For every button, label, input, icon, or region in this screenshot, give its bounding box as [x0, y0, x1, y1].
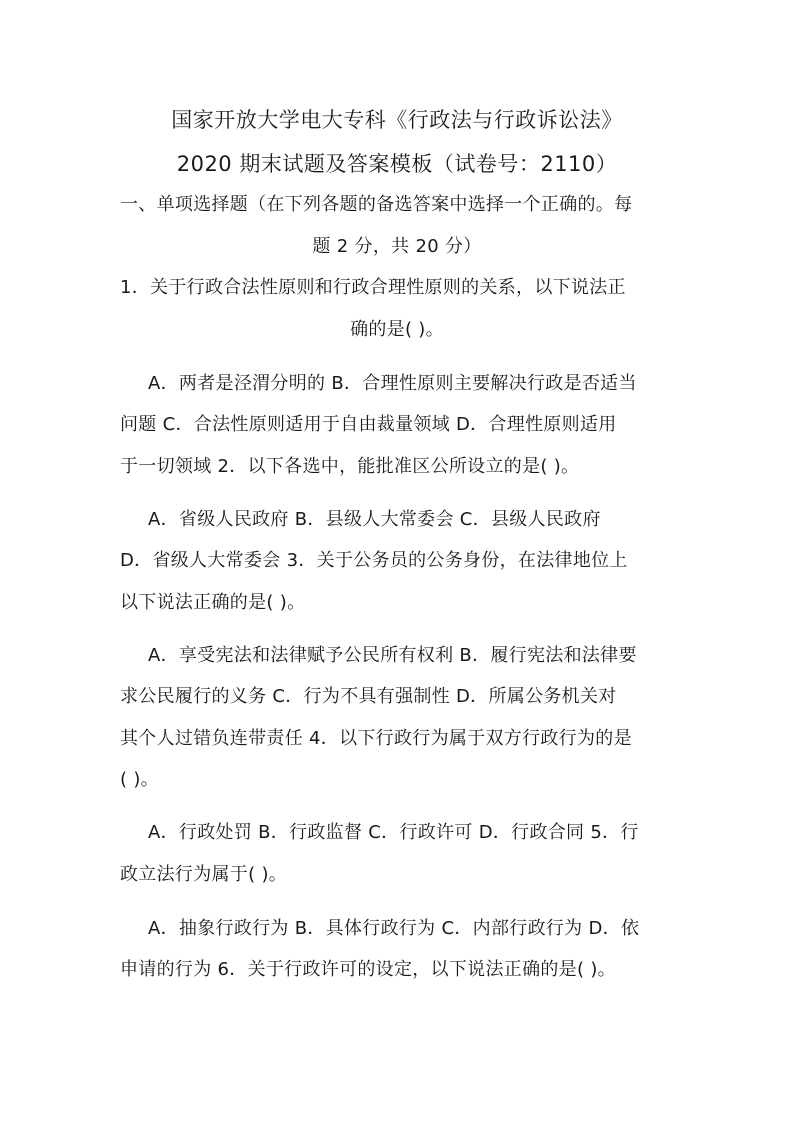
paragraph-3-line-3: 其个人过错负连带责任 4．以下行政行为属于双方行政行为的是 — [120, 728, 632, 749]
paragraph-2-line-3: 以下说法正确的是( )。 — [120, 592, 306, 613]
paragraph-4-line-1: A．行政处罚 B．行政监督 C．行政许可 D．行政合同 5．行 — [148, 822, 639, 843]
paragraph-1-line-3: 于一切领域 2．以下各选中，能批准区公所设立的是( )。 — [120, 456, 580, 477]
paragraph-3-line-1: A．享受宪法和法律赋予公民所有权利 B．履行宪法和法律要 — [148, 645, 637, 666]
question-1-line-1: 1．关于行政合法性原则和行政合理性原则的关系，以下说法正 — [120, 277, 626, 298]
paragraph-5-line-1: A．抽象行政行为 B．具体行政行为 C．内部行政行为 D．依 — [148, 918, 640, 939]
section-heading-line-1: 一、单项选择题（在下列各题的备选答案中选择一个正确的。每 — [120, 194, 633, 215]
paragraph-1-line-1: A．两者是泾渭分明的 B．合理性原则主要解决行政是否适当 — [148, 373, 637, 394]
paragraph-3-line-4: ( )。 — [120, 769, 159, 790]
document-title-line-2: 2020 期末试题及答案模板（试卷号：2110） — [176, 152, 618, 176]
paragraph-4-line-2: 政立法行为属于( )。 — [120, 864, 288, 885]
document-title-line-1: 国家开放大学电大专科《行政法与行政诉讼法》 — [171, 108, 623, 132]
paragraph-2-line-2: D．省级人大常委会 3．关于公务员的公务身份，在法律地位上 — [120, 550, 628, 571]
paragraph-5-line-2: 申请的行为 6．关于行政许可的设定，以下说法正确的是( )。 — [120, 959, 616, 980]
paragraph-2-line-1: A．省级人民政府 B．县级人大常委会 C．县级人民政府 — [148, 509, 601, 530]
question-1-line-2: 确的是( )。 — [350, 319, 444, 340]
section-heading-line-2: 题 2 分，共 20 分） — [312, 236, 482, 257]
paragraph-1-line-2: 问题 C．合法性原则适用于自由裁量领域 D．合理性原则适用 — [120, 414, 617, 435]
paragraph-3-line-2: 求公民履行的义务 C．行为不具有强制性 D．所属公务机关对 — [120, 686, 617, 707]
